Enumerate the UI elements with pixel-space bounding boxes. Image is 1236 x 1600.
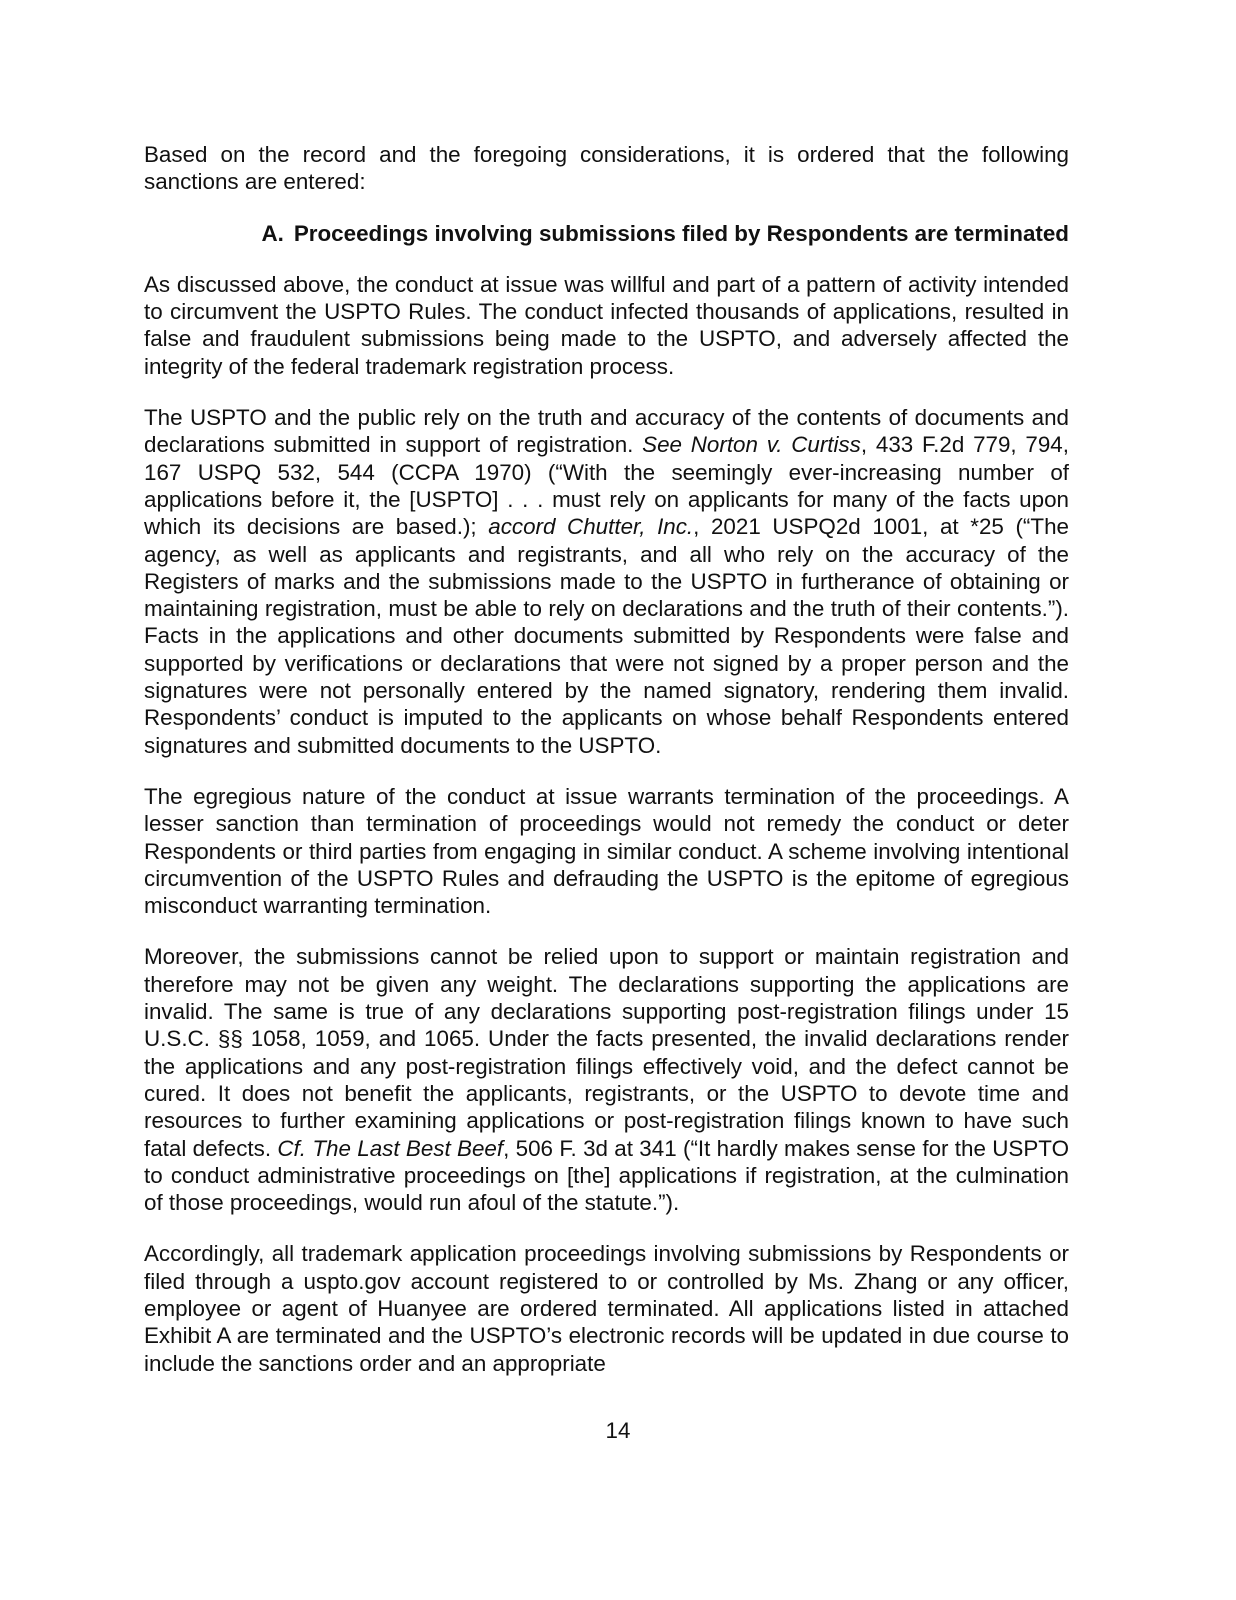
case-citation: See Norton v. Curtiss	[642, 432, 861, 458]
case-citation: Cf. The Last Best Beef	[277, 1135, 504, 1161]
paragraph-accordingly-terminated: Accordingly, all trademark application proceedings involving submissions by Respondents or filed through a uspto.gov account registered to or controlled by Ms. Zhang or any officer, employee or agent of Huanyee are ordered terminated. All applications listed in attached Exhibit A are terminated and the USPTO’s electronic records will be updated in due course to include the sanctions order and an appropriate	[144, 1241, 1069, 1376]
paragraph-submissions-invalid	[144, 943, 1069, 1216]
paragraph-text: , 2021 USPQ2d 1001, at *25 (“The agency, as well as applicants and registrants, and all who rely on the accuracy of the Registers of marks and the submissions made to the USPTO in furtherance of obtaining or maintaining registration, must be able to rely on declarations and the truth of their contents.”). Facts in the applications and other documents submitted by Respondents were false and supported by verifications or declarations that were not signed by a proper person and the signatures were not personally entered by the named signatory, rendering them invalid. Respondents’ conduct is imputed to the applicants on whose behalf Respondents entered signatures and submitted documents to the USPTO.	[144, 514, 1069, 758]
paragraph-text: , 433 F.2d 779, 794, 167 USPQ 532, 544 (CCPA 1970) (“With the seemingly ever-increasing number of applications before it, the [USPTO] . . . must rely on applicants for many of the facts upon which its decisions are based.);	[144, 432, 1069, 540]
case-citation: accord Chutter, Inc.	[488, 514, 694, 540]
section-heading	[144, 220, 1069, 247]
paragraph-text: The USPTO and the public rely on the truth and accuracy of the contents of documents and declarations submitted in support of registration.	[144, 405, 1069, 458]
section-heading-text: Proceedings involving submissions filed by Respondents are terminated	[293, 220, 1069, 246]
paragraph-willful-conduct: As discussed above, the conduct at issue was willful and part of a pattern of activity intended to circumvent the USPTO Rules. The conduct infected thousands of applications, resulted in false and fraudulent submissions being made to the USPTO, and adversely affected the integrity of the federal trademark registration process.	[144, 271, 1069, 379]
intro-paragraph: Based on the record and the foregoing considerations, it is ordered that the following sanctions are entered:	[144, 142, 1069, 195]
paragraph-text: , 506 F. 3d at 341 (“It hardly makes sense for the USPTO to conduct administrative proceedings on [the] applications if registration, at the culmination of those proceedings, would run afoul of the statute.”).	[144, 1135, 1069, 1216]
page-number: 14	[605, 1418, 631, 1443]
section-heading-letter: A.	[261, 220, 284, 246]
paragraph-reliance-on-truth	[144, 404, 1069, 759]
paragraph-text: Moreover, the submissions cannot be relied upon to support or maintain registration and therefore may not be given any weight. The declarations supporting the applications are invalid. The same is true of any declarations supporting post-registration filings under 15 U.S.C. §§ 1058, 1059, and 1065. Under the facts presented, the invalid declarations render the applications and any post-registration filings effectively void, and the defect cannot be cured. It does not benefit the applicants, registrants, or the USPTO to devote time and resources to further examining applications or post-registration filings known to have such fatal defects.	[144, 944, 1069, 1161]
paragraph-egregious-nature: The egregious nature of the conduct at issue warrants termination of the proceedings. A lesser sanction than termination of proceedings would not remedy the conduct or deter Respondents or third parties from engaging in similar conduct. A scheme involving intentional circumvention of the USPTO Rules and defrauding the USPTO is the epitome of egregious misconduct warranting termination.	[144, 783, 1069, 919]
document-page	[144, 141, 1069, 1401]
